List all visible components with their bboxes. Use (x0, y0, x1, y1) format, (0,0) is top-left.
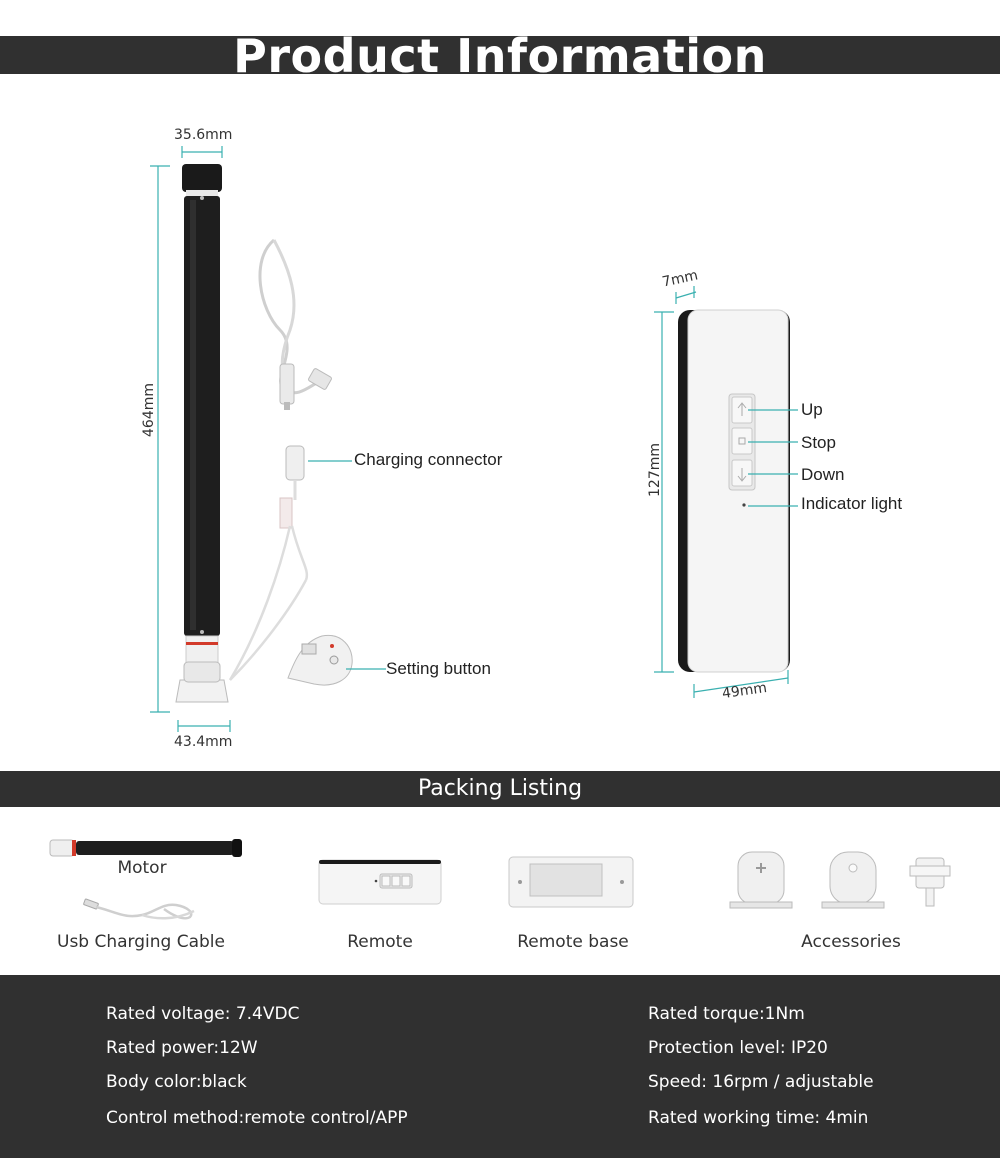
pack-remote-base-label: Remote base (517, 932, 629, 952)
pack-remote-base-image (508, 856, 634, 908)
pack-remote-label: Remote (347, 932, 413, 952)
remote-dim-width: 49mm (721, 679, 768, 703)
stop-button-label: Stop (801, 433, 836, 452)
up-button-label: Up (801, 400, 823, 419)
indicator-light-label: Indicator light (801, 494, 903, 513)
usb-cable-illustration (230, 230, 360, 700)
pack-accessories-image (726, 848, 958, 910)
remote-illustration (650, 280, 820, 710)
setting-button-illustration (284, 632, 394, 692)
spec-speed: Speed: 16rpm / adjustable (648, 1072, 874, 1092)
packing-title: Packing Listing (417, 776, 583, 801)
spec-rated-torque: Rated torque:1Nm (648, 1004, 805, 1024)
spec-rated-working-time: Rated working time: 4min (648, 1108, 869, 1128)
pack-cable-image (84, 897, 200, 925)
pack-remote-image (318, 858, 442, 906)
remote-dim-depth: 7mm (660, 267, 700, 291)
spec-body-color: Body color:black (106, 1072, 247, 1092)
motor-dim-bottom: 43.4mm (174, 734, 233, 750)
down-button-label: Down (801, 465, 845, 484)
page-title: Product Information (233, 29, 767, 83)
spec-panel (0, 975, 1000, 1158)
spec-protection-level: Protection level: IP20 (648, 1038, 828, 1058)
pack-cable-label: Usb Charging Cable (57, 932, 225, 952)
spec-rated-power: Rated power:12W (106, 1038, 258, 1058)
motor-dim-length: 464mm (141, 383, 157, 437)
remote-dim-height: 127mm (647, 443, 663, 497)
charging-connector-label: Charging connector (354, 450, 503, 469)
motor-dim-top: 35.6mm (174, 127, 233, 143)
setting-button-label: Setting button (386, 659, 491, 678)
spec-control-method: Control method:remote control/APP (106, 1108, 408, 1128)
pack-accessories-label: Accessories (801, 932, 901, 952)
spec-rated-voltage: Rated voltage: 7.4VDC (106, 1004, 300, 1024)
pack-motor-label: Motor (117, 858, 167, 878)
